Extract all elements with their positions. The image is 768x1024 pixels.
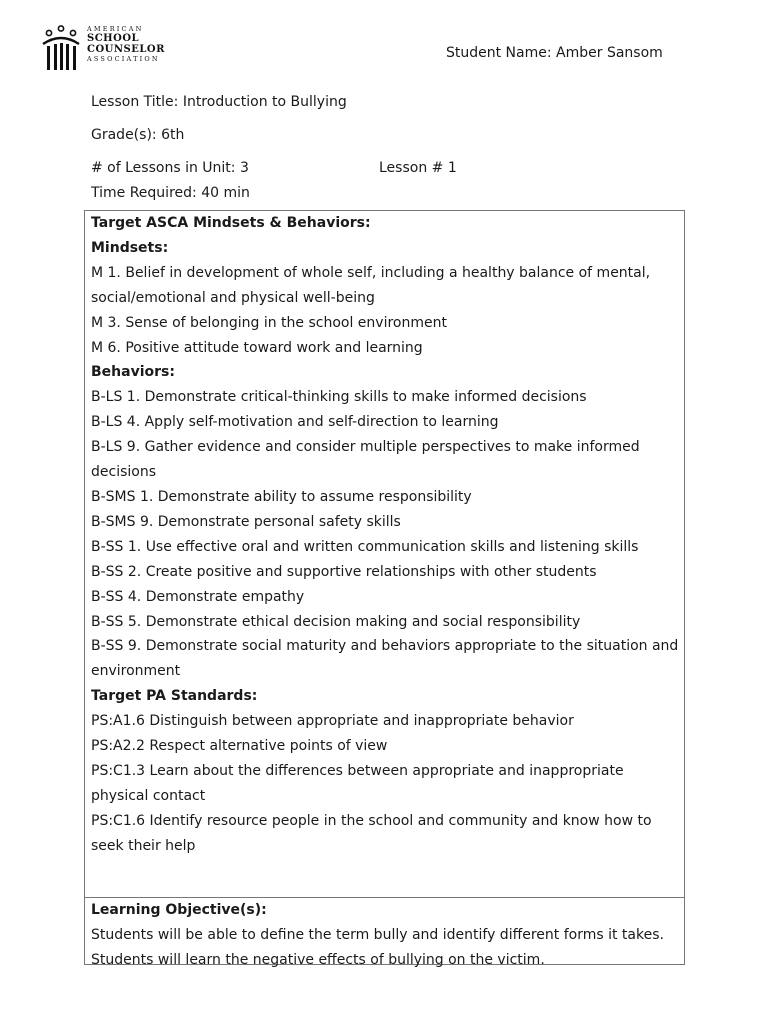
standards-heading: Target PA Standards: (91, 688, 258, 705)
pillars-icon (40, 24, 82, 72)
time-required: Time Required: 40 min (91, 185, 250, 201)
standards-line: PS:C1.3 Learn about the differences between appropriate and inappropriate (91, 762, 624, 779)
standards-line: M 3. Sense of belonging in the school environment (91, 314, 447, 331)
logo-line-school: SCHOOL (87, 33, 140, 44)
logo-line-counselor: COUNSELOR (87, 44, 165, 55)
standards-line: B-LS 4. Apply self-motivation and self-direction to learning (91, 414, 499, 431)
standards-line: seek their help (91, 837, 196, 854)
standards-box (84, 210, 685, 898)
standards-line: PS:A1.6 Distinguish between appropriate and inappropriate behavior (91, 713, 574, 730)
lessons-in-unit: # of Lessons in Unit: 3 (91, 160, 249, 176)
asca-logo (40, 24, 170, 74)
objectives-line: Students will learn the negative effects of bullying on the victim. (91, 951, 545, 968)
logo-line-american: AMERICAN (87, 25, 144, 33)
objectives-line: Students will be able to define the term bully and identify different forms it takes. (91, 926, 664, 943)
standards-heading: Mindsets: (91, 239, 169, 256)
standards-heading: Behaviors: (91, 364, 175, 381)
standards-line: PS:C1.6 Identify resource people in the school and community and know how to (91, 812, 652, 829)
standards-line: B-LS 9. Gather evidence and consider multiple perspectives to make informed (91, 439, 640, 456)
logo-line-association: ASSOCIATION (87, 55, 160, 63)
logo-wordmark (87, 26, 165, 64)
standards-line: social/emotional and physical well-being (91, 289, 375, 306)
standards-line: B-LS 1. Demonstrate critical-thinking skills to make informed decisions (91, 389, 587, 406)
standards-line: B-SS 5. Demonstrate ethical decision making and social responsibility (91, 613, 581, 630)
standards-line: PS:A2.2 Respect alternative points of view (91, 738, 388, 755)
standards-line: B-SS 2. Create positive and supportive relationships with other students (91, 563, 597, 580)
standards-heading: Target ASCA Mindsets & Behaviors: (91, 215, 371, 231)
standards-line: B-SMS 9. Demonstrate personal safety skills (91, 513, 401, 530)
standards-line: physical contact (91, 787, 206, 804)
learning-objectives-box (84, 897, 685, 968)
standards-line: M 6. Positive attitude toward work and learning (91, 339, 423, 356)
objectives-heading: Learning Objective(s): (91, 902, 267, 918)
standards-line: M 1. Belief in development of whole self, including a healthy balance of mental, (91, 264, 651, 281)
student-name: Student Name: Amber Sansom (446, 45, 663, 61)
lesson-number: Lesson # 1 (379, 160, 457, 176)
grade-level: Grade(s): 6th (91, 127, 185, 143)
standards-line: B-SS 4. Demonstrate empathy (91, 588, 305, 605)
standards-line: B-SS 1. Use effective oral and written communication skills and listening skills (91, 538, 639, 555)
lesson-title: Lesson Title: Introduction to Bullying (91, 94, 347, 110)
standards-line: environment (91, 663, 181, 680)
standards-line: B-SMS 1. Demonstrate ability to assume responsibility (91, 488, 472, 505)
standards-line: B-SS 9. Demonstrate social maturity and behaviors appropriate to the situation and (91, 638, 679, 655)
standards-line: decisions (91, 464, 157, 481)
